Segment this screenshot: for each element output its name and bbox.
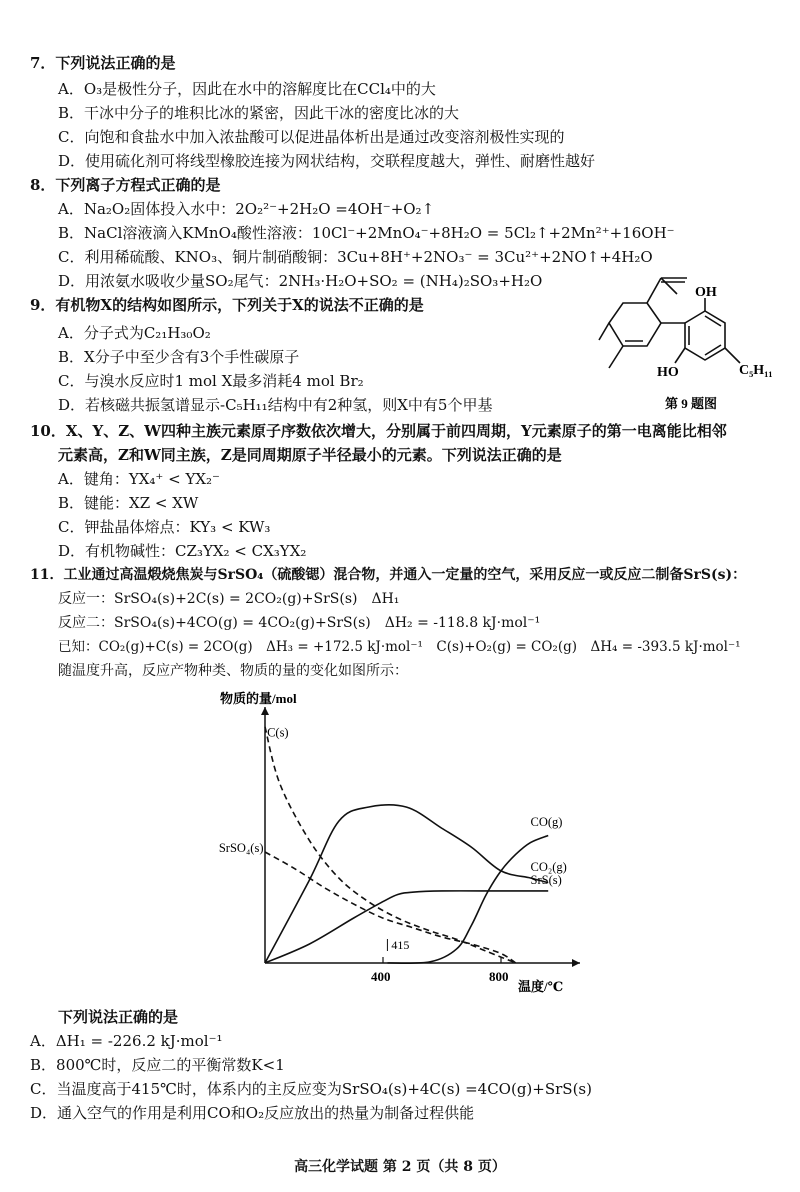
marker-415-label: 415 <box>391 938 410 952</box>
q11-desc: 随温度升高，反应产物种类、物质的量的变化如图所示： <box>58 663 408 679</box>
q9-option-d: D．若核磁共振氢谱显示-C₅H₁₁结构中有2种氢，则X中有5个甲基 <box>58 396 493 414</box>
q9-option-b: B．X分子中至少含有3个手性碳原子 <box>58 348 300 366</box>
q11-option-b: B．800℃时，反应二的平衡常数K<1 <box>30 1056 285 1074</box>
series-line-cog <box>387 835 548 963</box>
ho-label-bottom: HO <box>657 365 679 380</box>
q9-option-a: A．分子式为C₂₁H₃₀O₂ <box>58 324 211 342</box>
q9-structure-figure <box>595 268 795 418</box>
x-tick-label: 400 <box>371 969 391 984</box>
q11-option-d: D．通入空气的作用是利用CO和O₂反应放出的热量为制备过程供能 <box>30 1104 475 1122</box>
chart-ylabel: 物质的量/mol <box>220 691 297 706</box>
q7-option-a: A．O₃是极性分子，因此在水中的溶解度比在CCl₄中的大 <box>58 80 436 98</box>
q8-option-d: D．用浓氨水吸收少量SO₂尾气：2NH₃·H₂O+SO₂ = (NH₄)₂SO₃+H₂O <box>58 272 543 290</box>
series-label: SrS(s) <box>530 872 562 887</box>
chart-xlabel: 温度/℃ <box>518 979 564 994</box>
q10-stem-line2: 元素高，Z和W同主族，Z是同周期原子半径最小的元素。下列说法正确的是 <box>58 446 562 464</box>
figure-caption: 第 9 题图 <box>665 396 718 411</box>
q11-reaction-two: 反应二：SrSO₄(s)+4CO(g) = 4CO₂(g)+SrS(s) ΔH₂ = -118.8 kJ·mol⁻¹ <box>58 615 541 631</box>
q11-known: 已知：CO₂(g)+C(s) = 2CO(g) ΔH₃ = +172.5 kJ·mol⁻¹ C(s)+O₂(g) = CO₂(g) ΔH₄ = -393.5 kJ·mol⁻¹ <box>58 639 741 655</box>
page-footer: 高三化学试题 第 2 页（共 8 页） <box>294 1159 506 1175</box>
series-label: SrSO₄(s) <box>218 840 264 855</box>
q10-stem-line1: 10．X、Y、Z、W四种主族元素原子序数依次增大，分别属于前四周期，Y元素原子的第一电离能比相邻 <box>30 422 727 440</box>
q10-option-c: C．钾盐晶体熔点：KY₃ < KW₃ <box>58 518 271 536</box>
x-axis-arrow <box>572 959 580 967</box>
q8-option-a: A．Na₂O₂固体投入水中：2O₂²⁻+2H₂O =4OH⁻+O₂↑ <box>58 200 435 218</box>
q11-option-c: C．当温度高于415℃时，体系内的主反应变为SrSO₄(s)+4C(s) =4CO(g)+SrS(s) <box>30 1080 592 1098</box>
q11-chart <box>180 685 600 1000</box>
q8-option-b: B．NaCl溶液滴入KMnO₄酸性溶液：10Cl⁻+2MnO₄⁻+8H₂O = 5Cl₂↑+2Mn²⁺+16OH⁻ <box>58 224 675 242</box>
q11-stem: 11．工业通过高温煅烧焦炭与SrSO₄（硫酸锶）混合物，并通入一定量的空气，采用反应一或反应二制备SrS(s)： <box>30 567 747 583</box>
q11-option-a: A．ΔH₁ = -226.2 kJ·mol⁻¹ <box>30 1032 223 1050</box>
c5h11-label: C₅H₁₁ <box>739 363 773 378</box>
q10-option-b: B．键能：XZ < XW <box>58 494 199 512</box>
q8-stem: 8．下列离子方程式正确的是 <box>30 176 221 194</box>
q8-option-c: C．利用稀硫酸、KNO₃、铜片制硝酸铜：3Cu+8H⁺+2NO₃⁻ = 3Cu²⁺+2NO↑+4H₂O <box>58 248 653 266</box>
q10-option-a: A．键角：YX₄⁺ < YX₂⁻ <box>58 470 220 488</box>
series-label: CO₂(g) <box>530 859 567 874</box>
q11-chart-stem: 下列说法正确的是 <box>58 1008 179 1026</box>
series-label: CO(g) <box>530 815 563 830</box>
q10-option-d: D．有机物碱性：CZ₃YX₂ < CX₃YX₂ <box>58 542 307 560</box>
series-line-srss <box>265 891 548 963</box>
y-axis-arrow <box>261 707 269 715</box>
series-line-srsos <box>265 852 516 963</box>
series-line-cs <box>265 727 516 963</box>
q7-option-b: B．干冰中分子的堆积比冰的紧密，因此干冰的密度比冰的大 <box>58 104 460 122</box>
x-tick-label: 800 <box>489 969 509 984</box>
q7-option-d: D．使用硫化剂可将线型橡胶连接为网状结构，交联程度越大，弹性、耐磨性越好 <box>58 152 596 170</box>
series-label: C(s) <box>267 725 289 740</box>
q9-stem: 9．有机物X的结构如图所示，下列关于X的说法不正确的是 <box>30 296 424 314</box>
q7-stem: 7．下列说法正确的是 <box>30 54 176 72</box>
q9-option-c: C．与溴水反应时1 mol X最多消耗4 mol Br₂ <box>58 372 364 390</box>
q11-reaction-one: 反应一：SrSO₄(s)+2C(s) = 2CO₂(g)+SrS(s) ΔH₁ <box>58 591 400 607</box>
q7-option-c: C．向饱和食盐水中加入浓盐酸可以促进晶体析出是通过改变溶剂极性实现的 <box>58 128 565 146</box>
oh-label-top: OH <box>695 285 717 300</box>
